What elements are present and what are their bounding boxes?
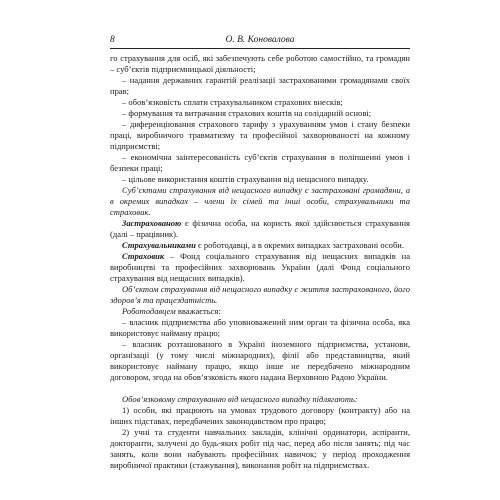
text-run: – надання державних гарантій реалізації застрахованими громадянами своїх прав; — [110, 75, 410, 96]
page-number: 8 — [110, 35, 115, 45]
text-run: – власник підприємства або уповноважений ним орган та фізична особа, яка використовує найману працю; — [110, 317, 410, 338]
text-run: – економічна заінтересованість суб’єктів страхування в поліпшенні умов і безпеки праці; — [110, 152, 410, 173]
text-run: 2) учні та студенти навчальних закладів, клінічні ординатори, аспіранти, докторанти, залучені до будь-яких робіт під час, перед або після занять; під час занять, коли вони набувають професійних навичок; у період проходження виробничої практики (стажування), виконання робіт на підприємствах. — [110, 427, 410, 470]
text-run: – формування та витрачання страхових коштів на солідарній основі; — [122, 108, 372, 118]
paragraph — [110, 218, 410, 240]
paragraph — [110, 317, 410, 339]
text-run: – власник розташованого в Україні іноземного підприємства, установи, організації (у тому числі міжнародних), філії або представництва, який використовує найману працю, якщо інше не передбачено міжнародним договором, згода на обов’язковість якого надана Верховною Радою України. — [110, 339, 410, 382]
paragraph — [110, 75, 410, 97]
body-text — [110, 53, 410, 471]
text-run: є роботодавці, а в окремих випадках застраховані особи. — [195, 240, 405, 250]
text-run: – диференціювання страхового тарифу з урахуванням умов і стану безпеки праці, виробничого травматизму та професійної захворюваності на кожному підприємстві; — [110, 119, 410, 151]
paragraph — [110, 240, 410, 251]
header-rule — [110, 48, 410, 49]
bold-italic-term: Застрахованою — [122, 218, 182, 228]
paragraph — [110, 339, 410, 383]
paragraph — [110, 251, 410, 284]
text-run: є фізична особа, на користь якої здійснюється страхування (далі – працівник). — [110, 218, 410, 239]
italic-text: Об’єктом страхування від нещасного випадку є життя застрахованого, його здоров’я та працездатність. — [110, 284, 410, 305]
paragraph — [110, 427, 410, 471]
paragraph — [110, 119, 410, 152]
bold-italic-term: Страхувальниками — [122, 240, 196, 250]
italic-text: Роботодавцем — [122, 306, 176, 316]
page-header — [110, 35, 410, 49]
text-run: 1) особи, які працюють на умовах трудового договору (контракту) або на інших підставах, передбачених законодавством про працю; — [110, 405, 410, 426]
paragraph — [110, 185, 410, 218]
running-title: О. В. Коновалова — [225, 35, 295, 45]
bold-italic-term: Страховик — [122, 251, 165, 261]
paragraph — [110, 174, 410, 185]
italic-text: Обов’язковому страхуванню від нещасного випадку підлягають: — [122, 394, 358, 404]
paragraph — [110, 284, 410, 306]
text-run: – обов’язковість сплати страхувальником страхових внесків; — [122, 97, 343, 107]
text-run: го страхування для осіб, які забезпечують себе роботою самостійно, та громадян – суб’єктів підприємницької діяльності; — [110, 53, 410, 74]
paragraph — [110, 108, 410, 119]
paragraph — [110, 152, 410, 174]
paragraph — [110, 306, 410, 317]
text-run: – Фонд соціального страхування від нещасних випадків на виробництві та професійних захворювань України (далі Фонд соціального страхування від нещасних випадків). — [110, 251, 410, 283]
paragraph — [110, 394, 410, 405]
paragraph — [110, 405, 410, 427]
text-run: – цільове використання коштів страхування від нещасного випадку. — [122, 174, 369, 184]
italic-text: Суб’єктами страхування від нещасного випадку є застраховані громадяни, а в окремих випадках – члени їх сімей та інші особи, страхувальники та страховик. — [110, 185, 410, 217]
text-run: вважається: — [175, 306, 221, 316]
paragraph — [110, 53, 410, 75]
paragraph — [110, 97, 410, 108]
